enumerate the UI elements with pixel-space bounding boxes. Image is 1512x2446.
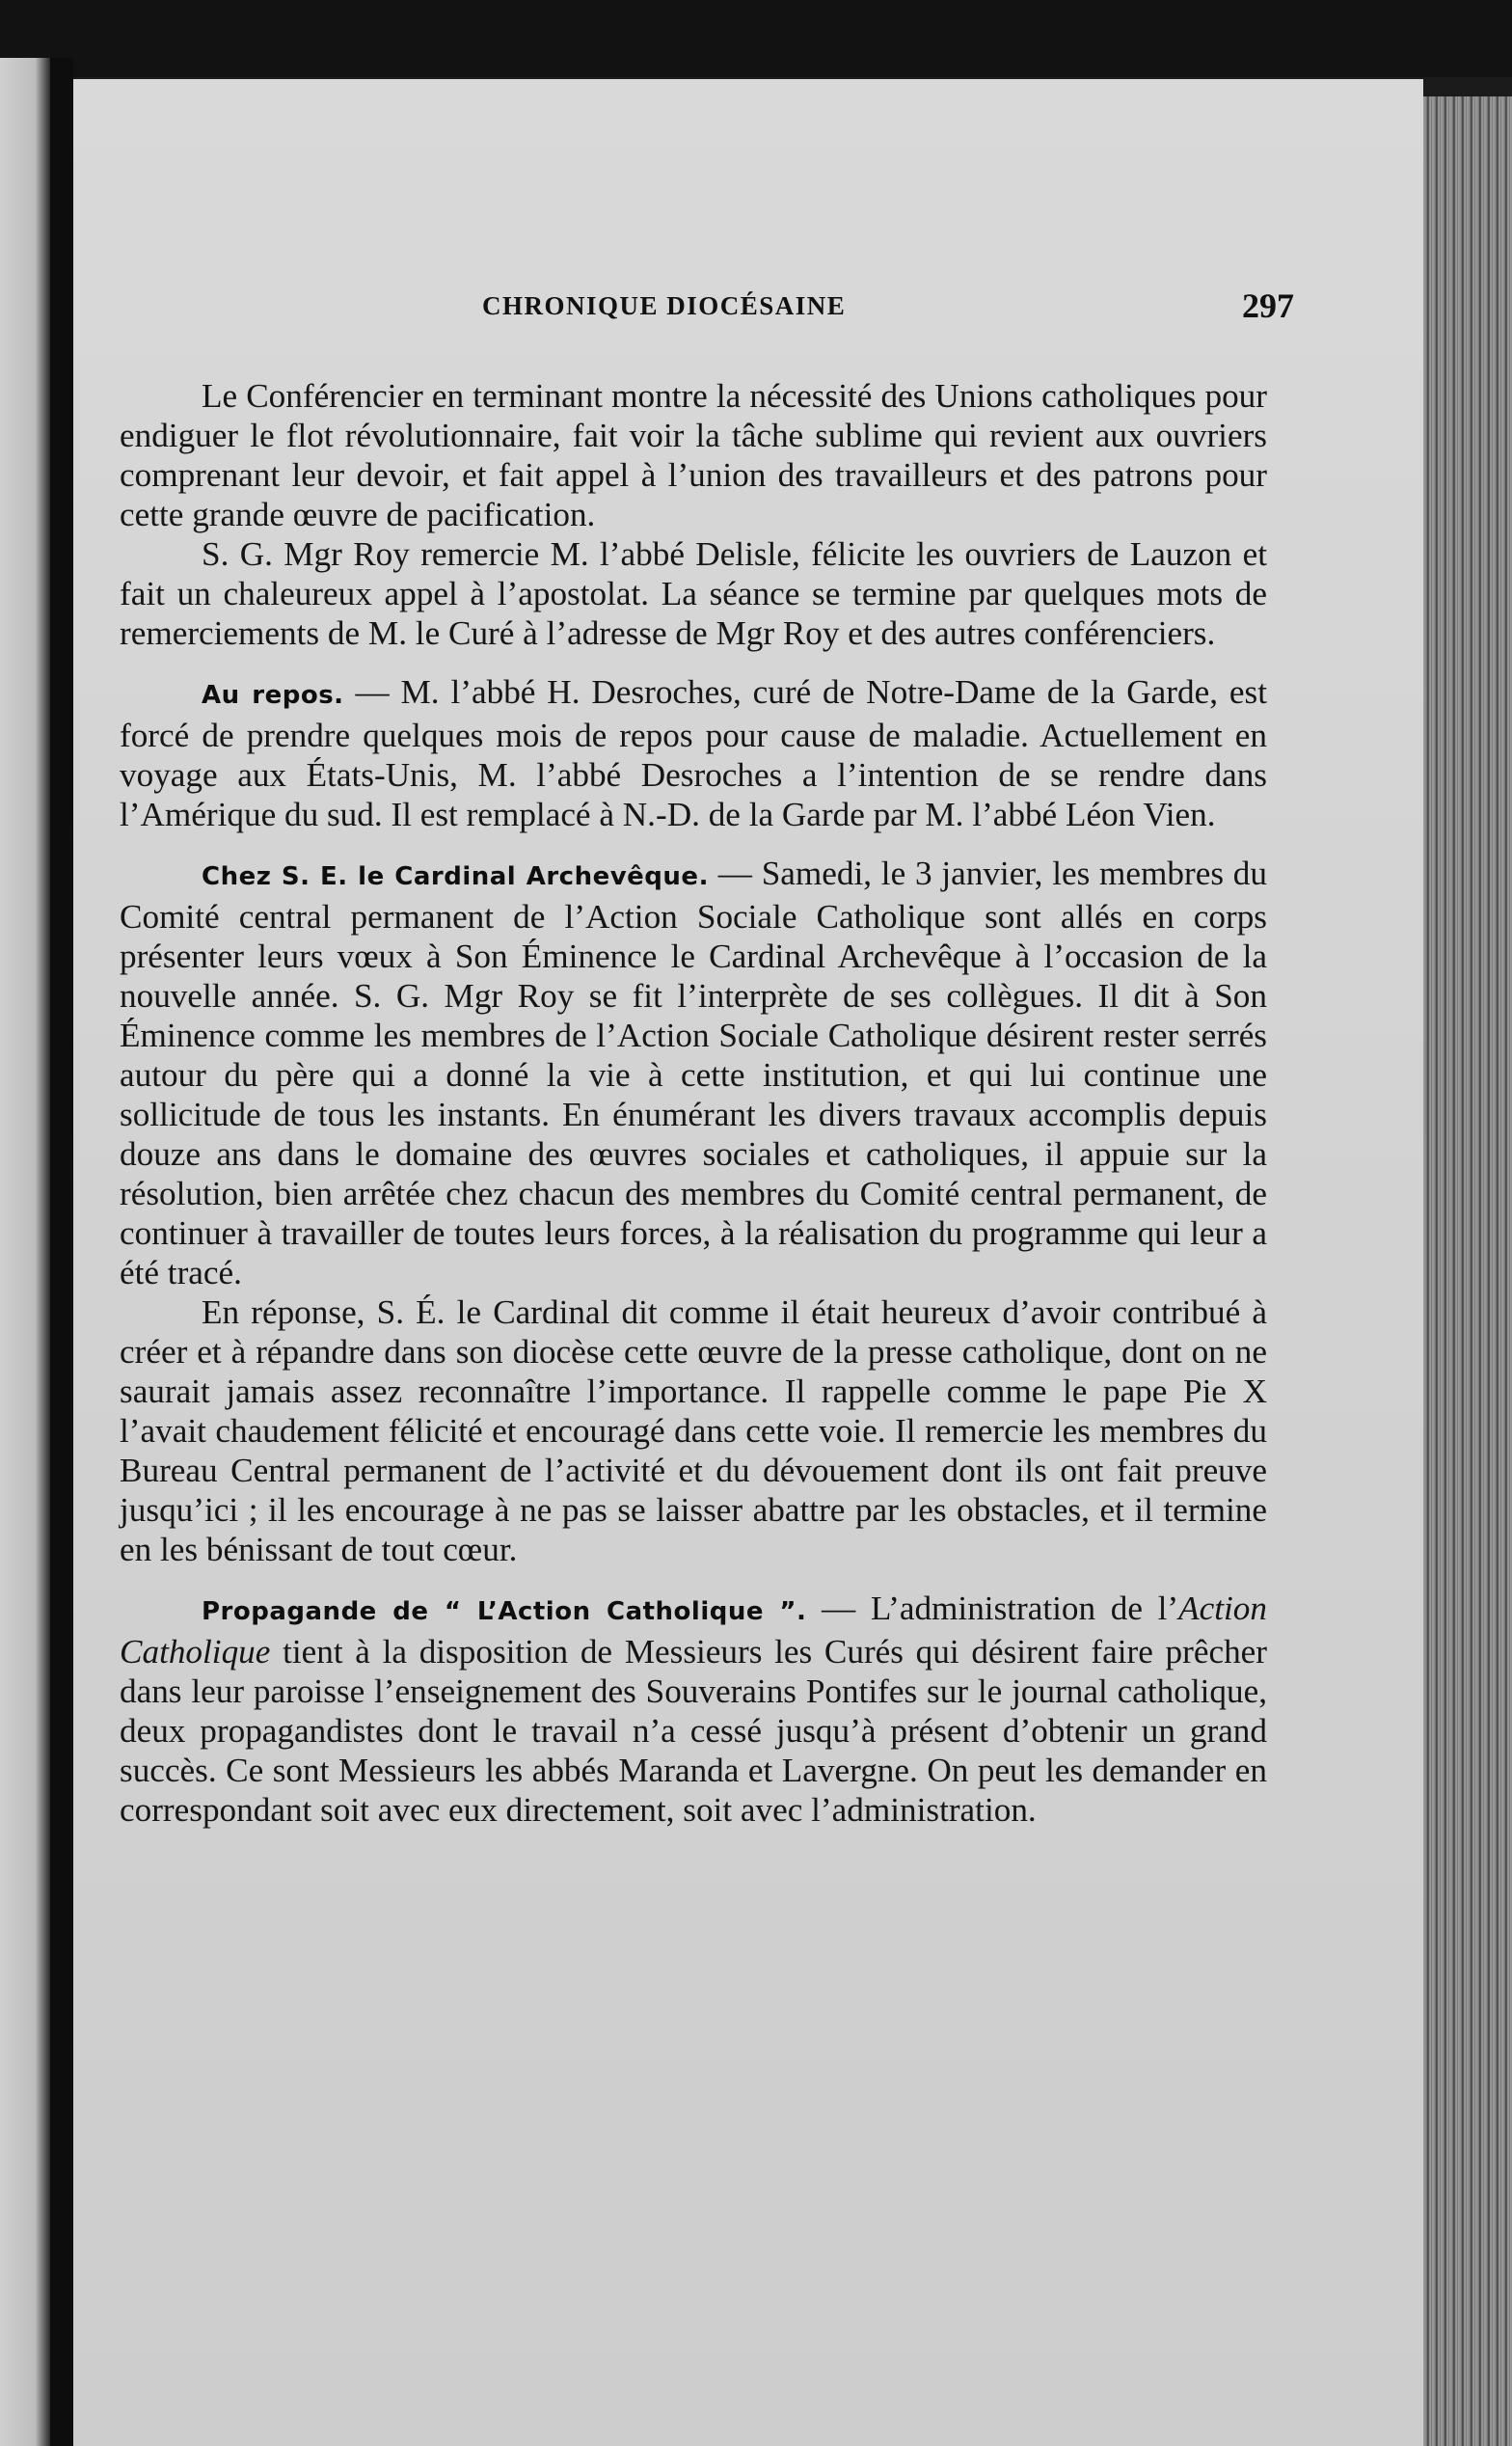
scanner-background (0, 0, 1512, 77)
rubric-au-repos: Au repos. (202, 681, 344, 710)
page-number: 297 (1242, 286, 1294, 325)
paragraph: S. G. Mgr Roy remercie M. l’abbé Delisle, félicite les ouvriers de Lauzon et fait un chaleureux appel à l’apostolat. La séance se termine par quelques mots de remerciements de M. le Curé à l’adresse de Mgr Roy et des autres conférenciers. (120, 535, 1267, 652)
paragraph-text: — M. l’abbé H. Desroches, curé de Notre-Dame de la Garde, est forcé de prendre quelques mois de repos pour cause de maladie. Actuellement en voyage aux États-Unis, M. l’abbé Desroches a l’intention de se rendre dans l’Amérique du sud. Il est remplacé à N.-D. de la Garde par M. l’abbé Léon Vien. (120, 673, 1268, 833)
page-edges (1423, 96, 1512, 2446)
rubric-propagande: Propagande de “ L’Action Catholique ”. (202, 1597, 807, 1626)
page-body (120, 376, 1267, 1830)
book-gutter (50, 58, 73, 2446)
paragraph (120, 1589, 1267, 1830)
rubric-chez-cardinal: Chez S. E. le Cardinal Archevêque. (202, 862, 709, 891)
running-head: CHRONIQUE DIOCÉSAINE (482, 291, 847, 320)
facing-page-edge (0, 58, 50, 2446)
journal-title: Action Catholique (120, 1590, 1267, 1671)
paragraph-text: tient à la disposition de Messieurs les Curés qui désirent faire prêcher dans leur paroisse l’enseignement des Souverains Pontifes sur le journal catholique, deux propagandistes dont le travail n’a cessé jusqu’à présent d’obtenir un grand succès. Ce sont Messieurs les abbés Maranda et Lavergne. On peut les demander en correspondant soit avec eux directement, soit avec l’administration. (120, 1633, 1267, 1829)
paragraph (120, 672, 1267, 834)
paragraph: En réponse, S. É. le Cardinal dit comme il était heureux d’avoir contribué à créer et à répandre dans son diocèse cette œuvre de la presse catholique, dont on ne saurait jamais assez reconnaître l’importance. Il rappelle comme le pape Pie X l’avait chaudement félicité et encouragé dans cette voie. Il remercie les membres du Bureau Central permanent de l’activité et du dévouement dont ils ont fait preuve jusqu’ici ; il les encourage à ne pas se laisser abattre par les obstacles, et il termine en les bénissant de tout cœur. (120, 1293, 1267, 1568)
paragraph: Le Conférencier en terminant montre la nécessité des Unions catholiques pour endiguer le flot révolutionnaire, fait voir la tâche sublime qui revient aux ouvriers comprenant leur devoir, et fait appel à l’union des travailleurs et des patrons pour cette grande œuvre de pacification. (120, 377, 1267, 533)
paragraph (120, 854, 1267, 1292)
paragraph-text: — Samedi, le 3 janvier, les membres du Comité central permanent de l’Action Sociale Catholique sont allés en corps présenter leurs vœux à Son Éminence le Cardinal Archevêque à l’occasion de la nouvelle année. S. G. Mgr Roy se fit l’interprète de ses collègues. Il dit à Son Éminence comme les membres de l’Action Sociale Catholique désirent rester serrés autour du père qui a donné la vie à cette institution, et qui lui continue une sollicitude de tous les instants. En énumérant les divers travaux accomplis depuis douze ans dans le domaine des œuvres sociales et catholiques, il appuie sur la résolution, bien arrêtée chez chacun des membres du Comité central permanent, de continuer à travailler de toutes leurs forces, à la réalisation du programme qui leur a été tracé. (120, 855, 1267, 1291)
paragraph-text: — L’administration de l’ (806, 1590, 1179, 1627)
